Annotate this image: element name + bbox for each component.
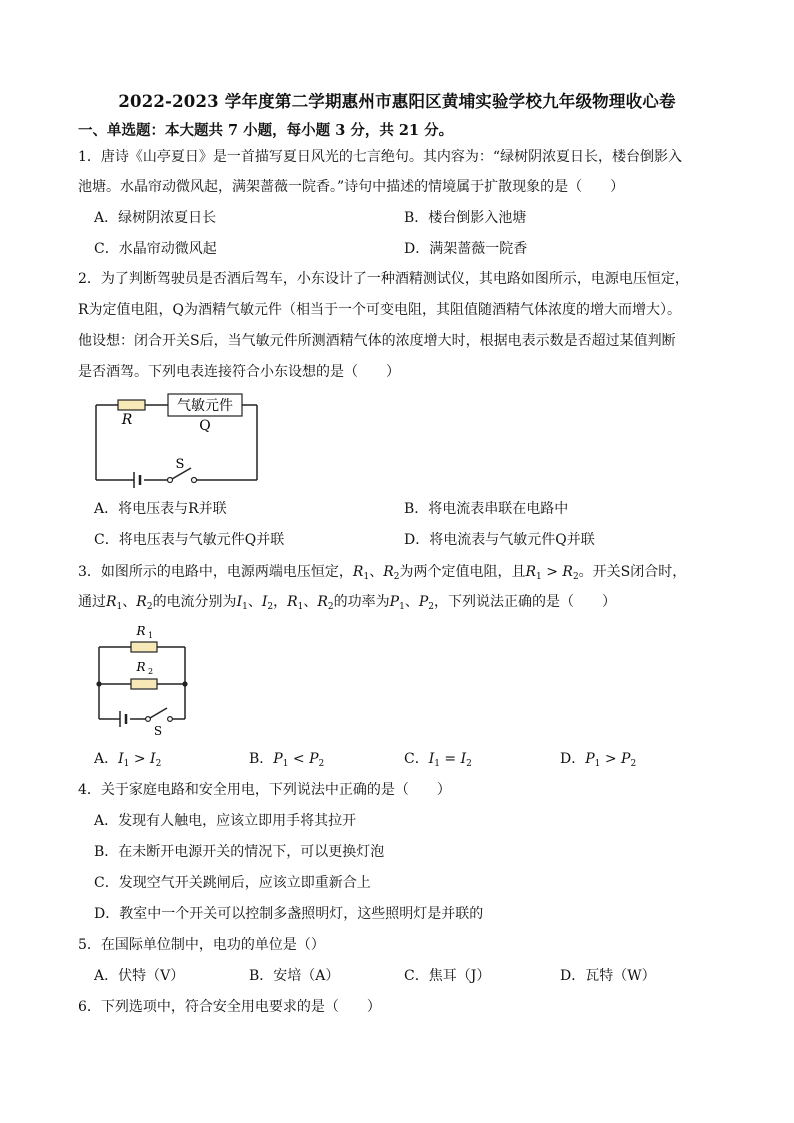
question-5-option-b: B．安培（A） — [249, 968, 340, 984]
question-2-option-d: D．将电流表与气敏元件Q并联 — [404, 532, 595, 548]
question-4-option-c: C．发现空气开关跳闸后，应该立即重新合上 — [94, 875, 371, 891]
question-1-line-1: 1．唐诗《山亭夏日》是一首描写夏日风光的七言绝句。其内容为：“绿树阴浓夏日长，楼台倒影入 — [78, 149, 683, 165]
question-3-line-2: 通过$R_1$、$R_2$的电流分别为$I_1$、$I_2$，$R_1$、$R_2$的功率为$P_1$、$P_2$，下列说法正确的是（ ） — [78, 594, 616, 612]
question-3-option-c: C．$I_1 = I_2$ — [404, 751, 472, 769]
question-2-option-b: B．将电流表串联在电路中 — [404, 501, 569, 517]
resistor-r2 — [131, 679, 157, 689]
question-2-line-4: 是否酒驾。下列电表连接符合小东设想的是（ ） — [78, 364, 400, 380]
question-6-stem: 6．下列选项中，符合安全用电要求的是（ ） — [78, 999, 381, 1015]
question-4-stem: 4．关于家庭电路和安全用电，下列说法中正确的是（ ） — [78, 782, 451, 798]
switch-s-label: S — [153, 724, 163, 738]
question-2-option-a: A．将电压表与R并联 — [94, 501, 227, 517]
junction-left — [96, 681, 101, 686]
question-1-option-d: D．满架蔷薇一院香 — [404, 241, 528, 257]
question-1-line-2: 池塘。水晶帘动微风起，满架蔷薇一院香。”诗句中描述的情境属于扩散现象的是（ ） — [78, 179, 625, 195]
junction-right — [182, 681, 187, 686]
question-1-option-c: C．水晶帘动微风起 — [94, 241, 217, 257]
switch-contact-right — [168, 717, 173, 722]
question-3-option-b: B．$P_1 < P_2$ — [249, 751, 325, 769]
question-5-option-a: A．伏特（V） — [94, 968, 185, 984]
r2-label: R — [136, 660, 146, 674]
r1-label: R — [136, 624, 146, 638]
question-4-option-d: D．教室中一个开关可以控制多盏照明灯，这些照明灯是并联的 — [94, 906, 484, 922]
question-4-option-a: A．发现有人触电，应该立即用手将其拉开 — [94, 813, 357, 829]
resistor-r-label: R — [121, 412, 133, 428]
section-heading: 一、单选题：本大题共 7 小题，每小题 3 分，共 21 分。 — [78, 122, 454, 139]
switch-contact-left — [146, 717, 151, 722]
switch-s-label: S — [175, 457, 185, 472]
question-1-option-a: A．绿树阴浓夏日长 — [94, 210, 217, 226]
gas-sensor-label: Q — [199, 418, 211, 434]
question-3-option-d: D．$P_1 > P_2$ — [560, 751, 637, 769]
page-title: 2022-2023 学年度第二学期惠州市惠阳区黄埔实验学校九年级物理收心卷 — [118, 92, 676, 111]
question-2-line-1: 2．为了判断驾驶员是否酒后驾车，小东设计了一种酒精测试仪，其电路如图所示，电源电压恒定， — [78, 271, 689, 287]
question-2-line-3: 他设想：闭合开关S后，当气敏元件所测酒精气体的浓度增大时，根据电表示数是否超过某值判断 — [78, 333, 676, 349]
r2-subscript: 2 — [148, 667, 154, 676]
question-3-line-1: 3．如图所示的电路中，电源两端电压恒定，$R_1$、$R_2$为两个定值电阻，且$R_1 > R_2$。开关S闭合时， — [78, 564, 687, 582]
gas-sensor-text: 气敏元件 — [177, 398, 233, 414]
question-5-option-c: C．焦耳（J） — [404, 968, 491, 984]
question-2-line-2: R为定值电阻，Q为酒精气敏元件（相当于一个可变电阻，其阻值随酒精气体浓度的增大而增大）。 — [78, 302, 682, 318]
question-2-option-c: C．将电压表与气敏元件Q并联 — [94, 532, 285, 548]
question-4-option-b: B．在未断开电源开关的情况下，可以更换灯泡 — [94, 844, 385, 860]
question-5-option-d: D．瓦特（W） — [560, 968, 656, 984]
resistor-r1 — [131, 642, 157, 652]
r1-subscript: 1 — [148, 631, 154, 640]
question-1-option-b: B．楼台倒影入池塘 — [404, 210, 527, 226]
question-5-stem: 5．在国际单位制中，电功的单位是（） — [78, 937, 325, 953]
question-3-option-a: A．$I_1 > I_2$ — [94, 751, 162, 769]
